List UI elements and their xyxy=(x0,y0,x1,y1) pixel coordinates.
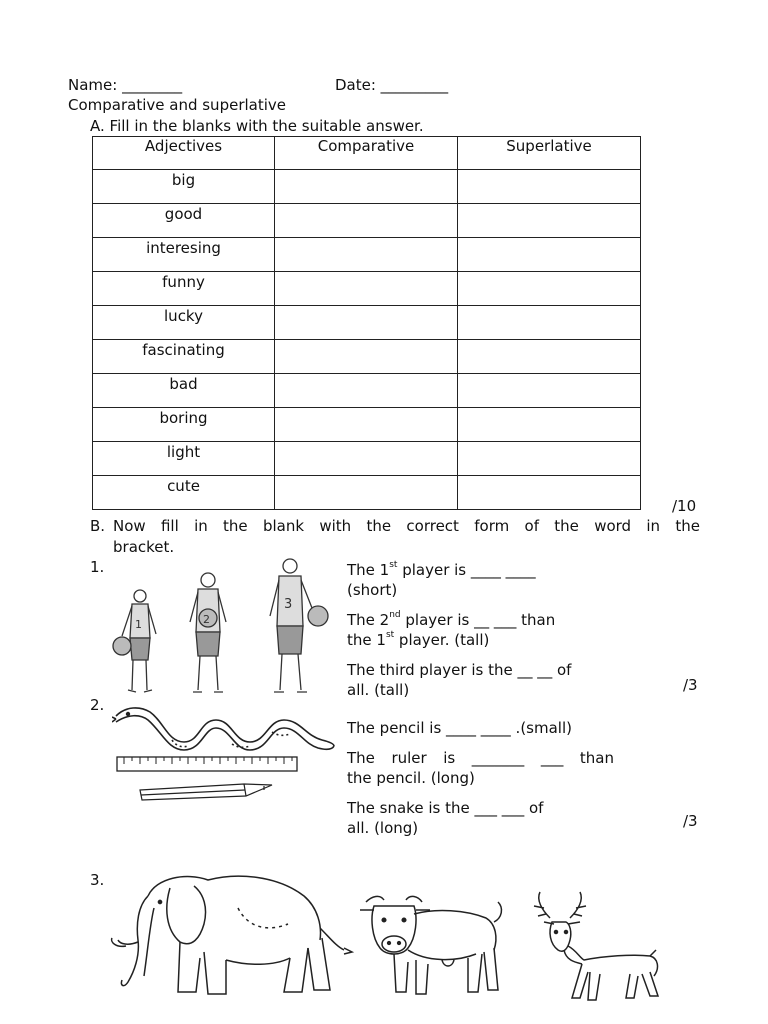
section-b-label: B. xyxy=(90,517,106,535)
q1-s1-post: player is ____ ____ xyxy=(397,561,536,579)
question-1-sentence-1-hint: (short) xyxy=(347,581,398,599)
comparative-answer-cell[interactable] xyxy=(275,374,458,408)
q1-s1-ordinal: st xyxy=(389,560,398,570)
section-a-instruction: A. Fill in the blanks with the suitable answer. xyxy=(90,117,424,135)
superlative-answer-cell[interactable] xyxy=(458,476,641,510)
question-2-sentence-2-cont: the pencil. (long) xyxy=(347,769,475,787)
adjective-cell: cute xyxy=(93,476,275,510)
adjective-cell: funny xyxy=(93,272,275,306)
superlative-answer-cell[interactable] xyxy=(458,170,641,204)
question-1-score: /3 xyxy=(683,676,698,694)
worksheet-title: Comparative and superlative xyxy=(68,96,286,114)
q1-s2l2-post: player. (tall) xyxy=(394,631,490,649)
comparative-answer-cell[interactable] xyxy=(275,204,458,238)
pencil-illustration xyxy=(136,780,276,804)
adjective-cell: fascinating xyxy=(93,340,275,374)
elephant-illustration xyxy=(108,868,356,1004)
question-2-sentence-2: The ruler is _______ ___ than xyxy=(347,749,614,767)
table-row xyxy=(93,170,641,204)
superlative-answer-cell[interactable] xyxy=(458,374,641,408)
superlative-answer-cell[interactable] xyxy=(458,306,641,340)
cow-illustration xyxy=(356,888,506,1004)
svg-text:1: 1 xyxy=(135,618,142,631)
q1-s2-post: player is __ ___ than xyxy=(400,611,556,629)
adjective-cell: boring xyxy=(93,408,275,442)
adjective-cell: bad xyxy=(93,374,275,408)
question-1-sentence-3: The third player is the __ __ of xyxy=(347,661,572,679)
svg-text:3: 3 xyxy=(284,597,293,612)
question-1-sentence-2 xyxy=(347,610,555,630)
question-3-number: 3. xyxy=(90,871,105,889)
section-b-instruction-cont: bracket. xyxy=(113,538,175,556)
table-row xyxy=(93,442,641,476)
superlative-answer-cell[interactable] xyxy=(458,442,641,476)
question-1-number: 1. xyxy=(90,558,105,576)
superlative-answer-cell[interactable] xyxy=(458,238,641,272)
q1-s2l2-pre: the 1 xyxy=(347,631,386,649)
superlative-answer-cell[interactable] xyxy=(458,204,641,238)
table-row xyxy=(93,408,641,442)
table-row xyxy=(93,272,641,306)
superlative-answer-cell[interactable] xyxy=(458,408,641,442)
comparative-answer-cell[interactable] xyxy=(275,170,458,204)
table-row xyxy=(93,238,641,272)
question-1-sentence-1 xyxy=(347,560,536,580)
section-b-instruction: Now fill in the blank with the correct form of the word in the xyxy=(113,517,700,535)
adjectives-table xyxy=(92,136,641,510)
section-a-score: /10 xyxy=(672,497,697,515)
question-2-score: /3 xyxy=(683,812,698,830)
comparative-answer-cell[interactable] xyxy=(275,238,458,272)
table-row xyxy=(93,306,641,340)
comparative-answer-cell[interactable] xyxy=(275,476,458,510)
deer-illustration xyxy=(524,888,664,1004)
adjective-cell: big xyxy=(93,170,275,204)
name-field[interactable]: Name: ________ xyxy=(68,76,183,94)
basketball-players-illustration xyxy=(108,556,340,698)
svg-text:2: 2 xyxy=(203,613,210,626)
column-header-adjectives: Adjectives xyxy=(93,137,275,170)
column-header-superlative: Superlative xyxy=(458,137,641,170)
date-field[interactable]: Date: _________ xyxy=(335,76,449,94)
q1-s2-pre: The 2 xyxy=(347,611,390,629)
question-1-sentence-2-cont xyxy=(347,630,489,650)
q1-s1-pre: The 1 xyxy=(347,561,390,579)
q1-s2-ordinal: nd xyxy=(389,610,401,620)
adjective-cell: good xyxy=(93,204,275,238)
question-2-sentence-3-cont: all. (long) xyxy=(347,819,419,837)
q1-s2l2-ordinal: st xyxy=(385,630,395,640)
table-row xyxy=(93,374,641,408)
table-header-row xyxy=(93,137,641,170)
comparative-answer-cell[interactable] xyxy=(275,340,458,374)
table-row xyxy=(93,204,641,238)
comparative-answer-cell[interactable] xyxy=(275,272,458,306)
superlative-answer-cell[interactable] xyxy=(458,340,641,374)
question-2-number: 2. xyxy=(90,696,105,714)
adjective-cell: lucky xyxy=(93,306,275,340)
adjective-cell: light xyxy=(93,442,275,476)
table-row xyxy=(93,476,641,510)
comparative-answer-cell[interactable] xyxy=(275,442,458,476)
question-2-sentence-3: The snake is the ___ ___ of xyxy=(347,799,544,817)
adjective-cell: interesing xyxy=(93,238,275,272)
question-1-sentence-3-cont: all. (tall) xyxy=(347,681,410,699)
table-row xyxy=(93,340,641,374)
question-2-sentence-1: The pencil is ____ ____ .(small) xyxy=(347,719,572,737)
ruler-illustration xyxy=(116,755,300,775)
comparative-answer-cell[interactable] xyxy=(275,306,458,340)
column-header-comparative: Comparative xyxy=(275,137,458,170)
comparative-answer-cell[interactable] xyxy=(275,408,458,442)
superlative-answer-cell[interactable] xyxy=(458,272,641,306)
